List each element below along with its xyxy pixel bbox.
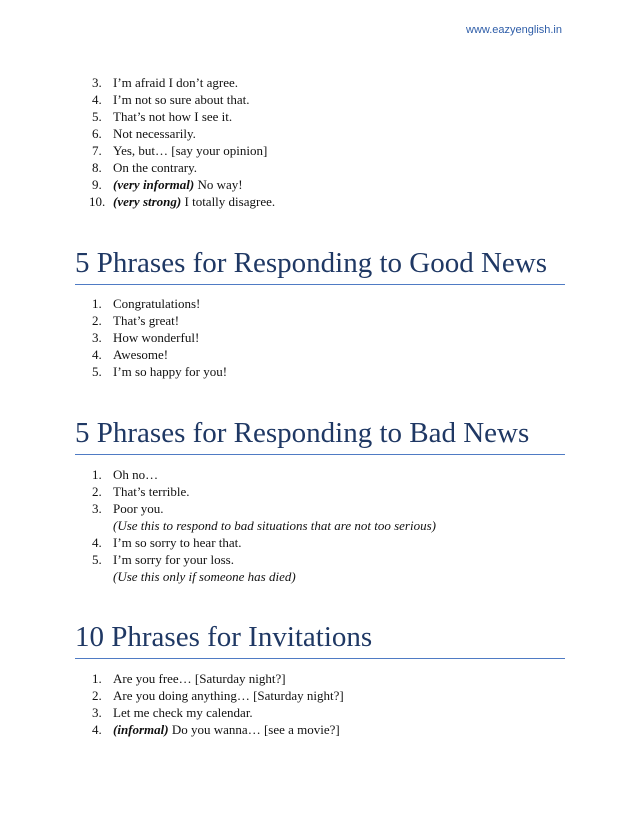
list-number: 3. bbox=[92, 75, 102, 90]
list-number: 4. bbox=[92, 535, 102, 550]
invitations-list bbox=[92, 670, 572, 738]
list-number: 5. bbox=[92, 552, 102, 567]
list-number: 9. bbox=[92, 177, 102, 192]
list-text: I’m not so sure about that. bbox=[113, 92, 250, 107]
list-item bbox=[92, 534, 572, 551]
section-title-invitations: 10 Phrases for Invitations bbox=[75, 620, 565, 659]
list-number: 3. bbox=[92, 501, 102, 516]
list-text: I’m sorry for your loss. bbox=[113, 552, 234, 567]
list-number: 7. bbox=[92, 143, 102, 158]
list-number: 2. bbox=[92, 484, 102, 499]
section-title-good-news: 5 Phrases for Responding to Good News bbox=[75, 246, 565, 285]
list-item bbox=[92, 483, 572, 500]
list-emphasis: (very informal) bbox=[113, 177, 195, 192]
list-item bbox=[92, 142, 572, 159]
list-emphasis: (informal) bbox=[113, 722, 169, 737]
list-item bbox=[92, 687, 572, 704]
list-text: Do you wanna… [see a movie?] bbox=[168, 722, 340, 737]
list-item bbox=[92, 670, 572, 687]
list-number: 1. bbox=[92, 671, 102, 686]
list-text: How wonderful! bbox=[113, 330, 200, 345]
list-text: I totally disagree. bbox=[181, 194, 276, 209]
list-number: 4. bbox=[92, 722, 102, 737]
list-item bbox=[92, 91, 572, 108]
list-item bbox=[92, 295, 572, 312]
list-number: 3. bbox=[92, 330, 102, 345]
list-item bbox=[92, 704, 572, 721]
list-item bbox=[92, 363, 572, 380]
list-item bbox=[92, 74, 572, 91]
section-title-bad-news: 5 Phrases for Responding to Bad News bbox=[75, 416, 565, 455]
list-text: I’m afraid I don’t agree. bbox=[113, 75, 239, 90]
list-text: Not necessarily. bbox=[113, 126, 196, 141]
list-item bbox=[92, 500, 572, 517]
list-number: 2. bbox=[92, 313, 102, 328]
usage-note: (Use this to respond to bad situations that are not too serious) bbox=[113, 518, 436, 533]
list-text: Awesome! bbox=[113, 347, 169, 362]
list-text: No way! bbox=[194, 177, 243, 192]
list-item bbox=[92, 346, 572, 363]
list-number: 1. bbox=[92, 296, 102, 311]
list-item bbox=[92, 466, 572, 483]
list-text: That’s not how I see it. bbox=[113, 109, 233, 124]
list-number: 6. bbox=[92, 126, 102, 141]
list-text: I’m so sorry to hear that. bbox=[113, 535, 242, 550]
list-item bbox=[92, 551, 572, 568]
bad-news-list bbox=[92, 466, 572, 585]
list-number: 5. bbox=[92, 364, 102, 379]
list-item bbox=[92, 125, 572, 142]
list-text: Let me check my calendar. bbox=[113, 705, 253, 720]
list-text: Yes, but… [say your opinion] bbox=[113, 143, 268, 158]
list-number: 10. bbox=[89, 194, 106, 209]
list-number: 5. bbox=[92, 109, 102, 124]
list-number: 1. bbox=[92, 467, 102, 482]
list-text: That’s terrible. bbox=[113, 484, 190, 499]
list-item bbox=[92, 159, 572, 176]
list-text: Are you free… [Saturday night?] bbox=[113, 671, 286, 686]
list-text: Oh no… bbox=[113, 467, 159, 482]
list-item bbox=[92, 176, 572, 193]
list-text: Are you doing anything… [Saturday night?] bbox=[113, 688, 344, 703]
list-text: On the contrary. bbox=[113, 160, 197, 175]
list-emphasis: (very strong) bbox=[113, 194, 182, 209]
list-item bbox=[92, 721, 572, 738]
list-number: 3. bbox=[92, 705, 102, 720]
list-text: I’m so happy for you! bbox=[113, 364, 228, 379]
list-text: Poor you. bbox=[113, 501, 164, 516]
list-item bbox=[92, 329, 572, 346]
site-url[interactable]: www.eazyenglish.in bbox=[466, 24, 562, 36]
list-item bbox=[92, 312, 572, 329]
list-item bbox=[92, 108, 572, 125]
list-number: 4. bbox=[92, 347, 102, 362]
list-text: That’s great! bbox=[113, 313, 180, 328]
good-news-list bbox=[92, 295, 572, 380]
disagree-list bbox=[89, 74, 572, 210]
list-number: 8. bbox=[92, 160, 102, 175]
list-number: 2. bbox=[92, 688, 102, 703]
usage-note: (Use this only if someone has died) bbox=[113, 569, 296, 584]
list-number: 4. bbox=[92, 92, 102, 107]
list-text: Congratulations! bbox=[113, 296, 201, 311]
list-item bbox=[89, 193, 572, 210]
